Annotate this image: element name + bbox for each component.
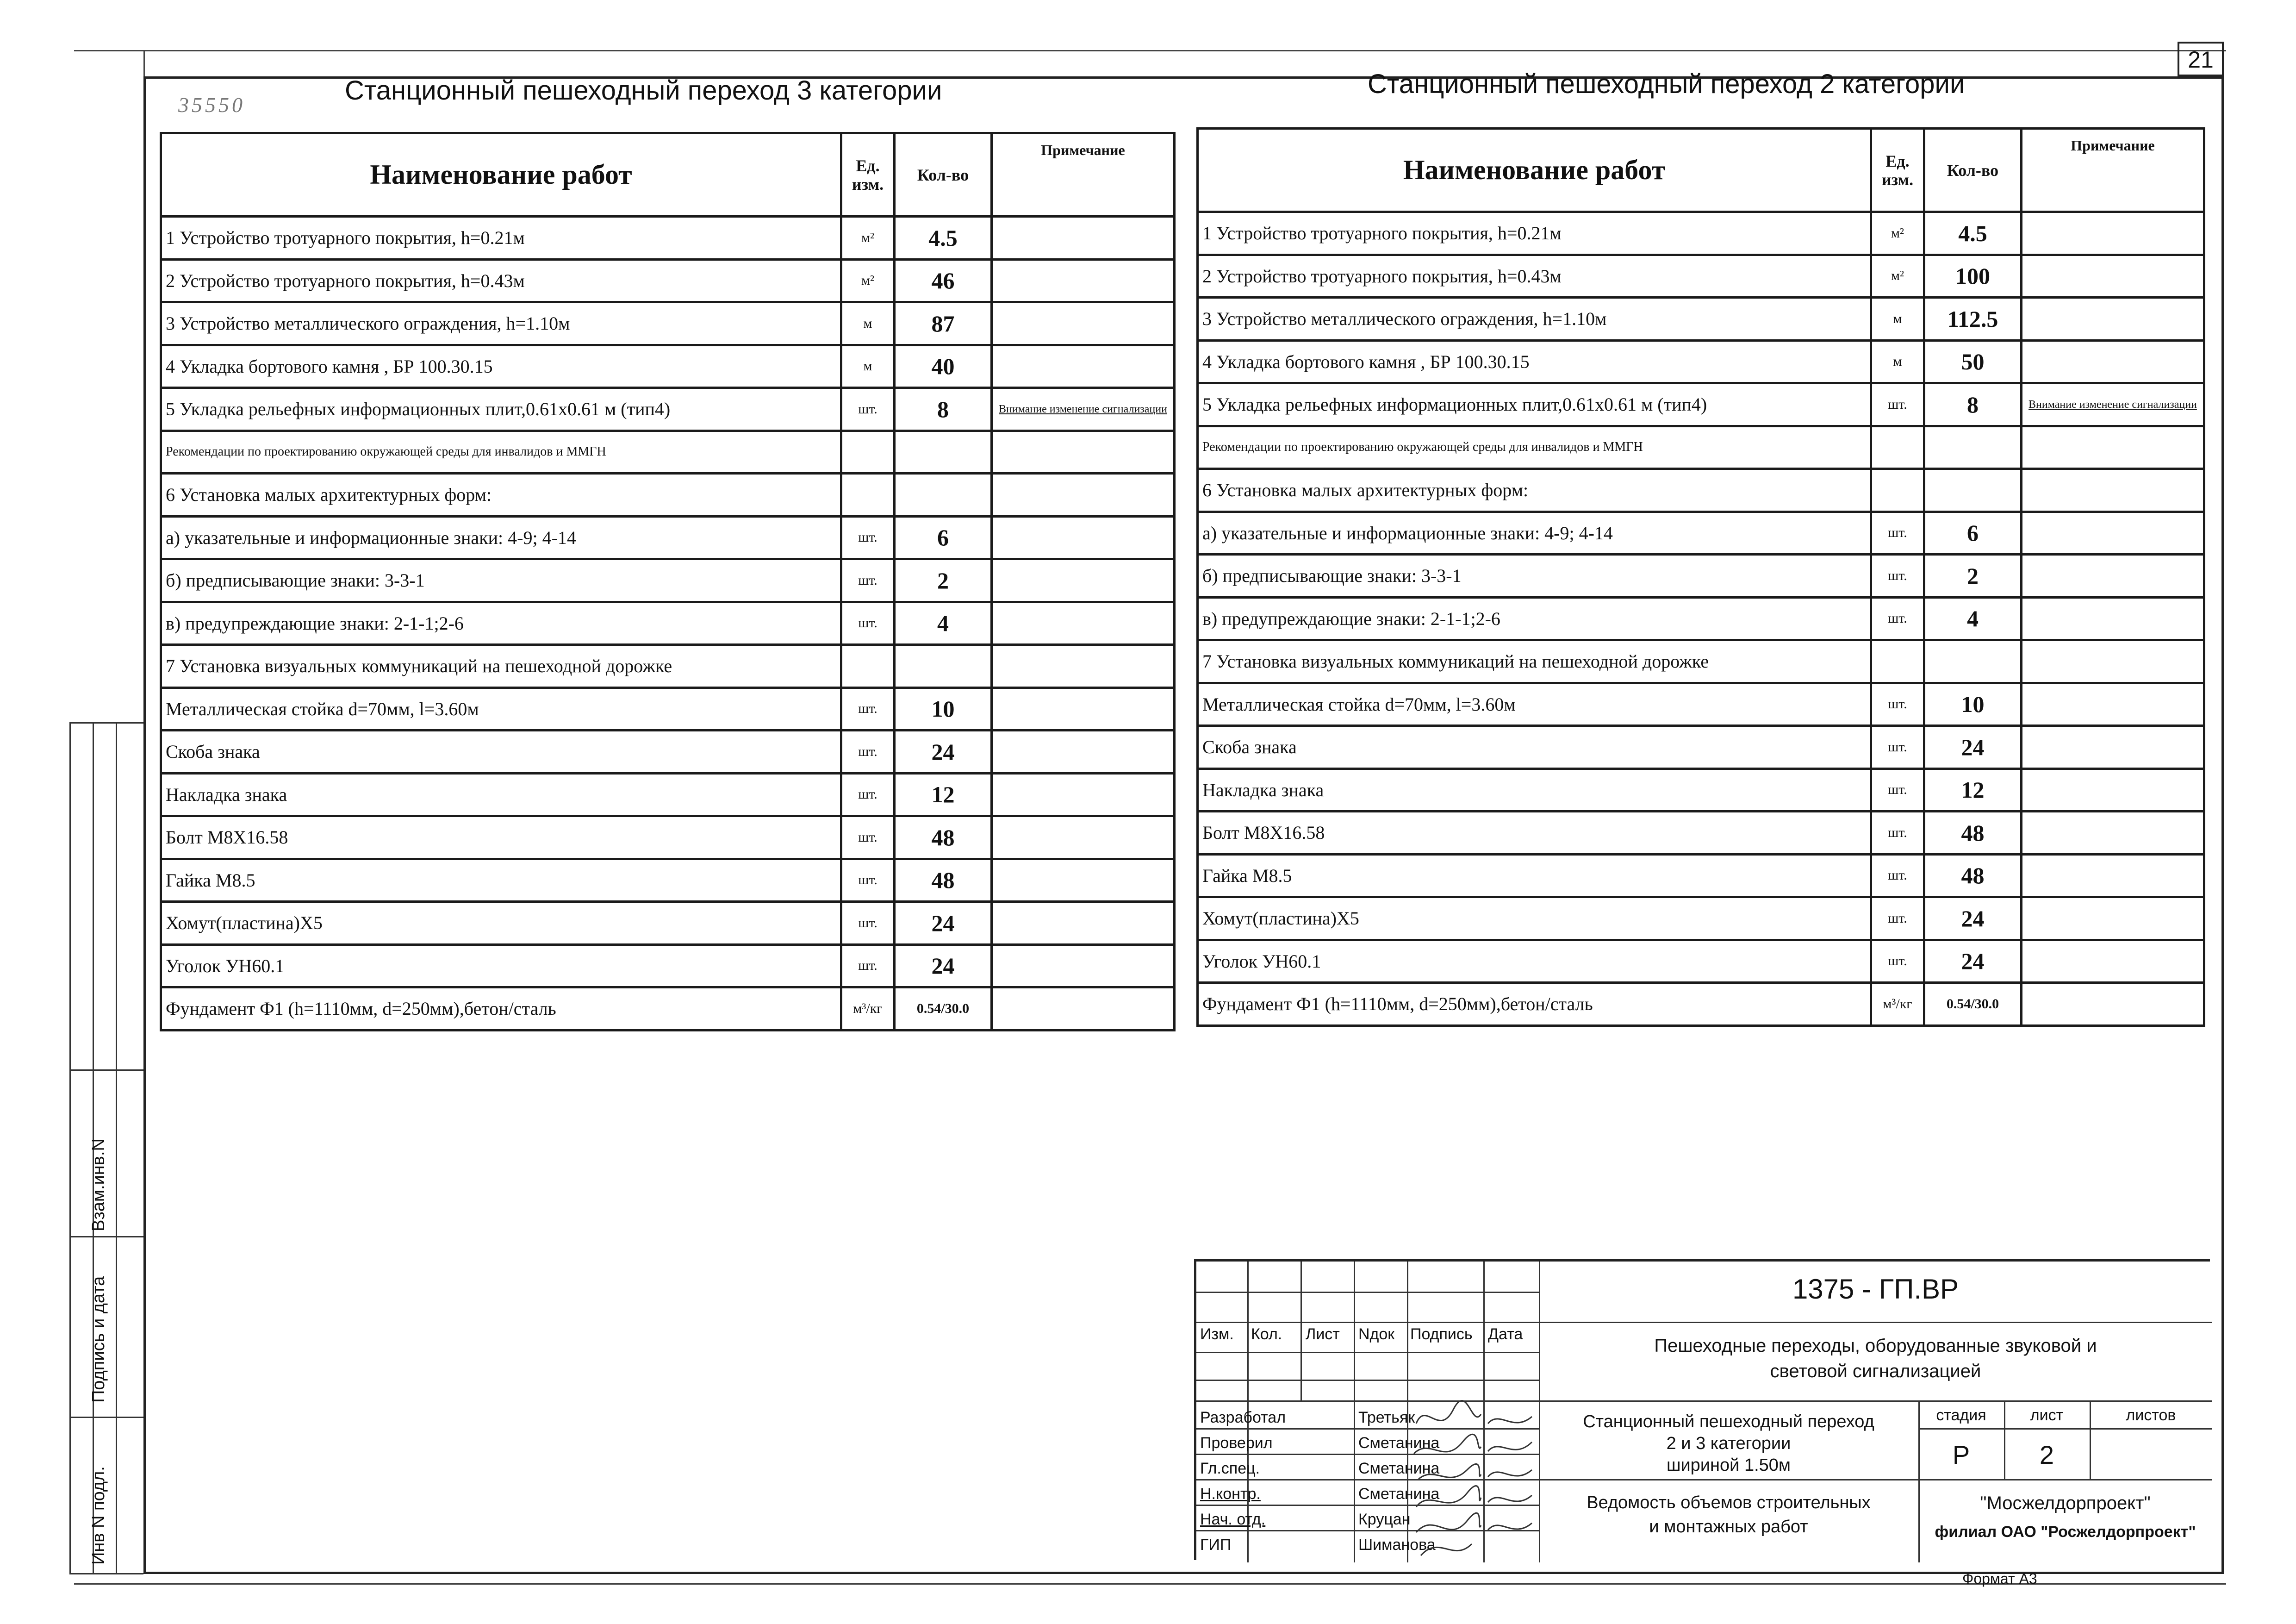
work-name-cell: а) указательные и информационные знаки: 4-9; 4-14 xyxy=(161,516,841,559)
note-cell xyxy=(992,859,1175,902)
role-n-kontr: Н.контр. xyxy=(1200,1485,1261,1503)
col-list: Лист xyxy=(1306,1325,1340,1343)
note-cell xyxy=(992,687,1175,731)
work-name-cell: 5 Укладка рельефных информационных плит,0.61x0.61 м (тип4) xyxy=(1198,383,1871,426)
work-name-cell: 7 Установка визуальных коммуникаций на пешеходной дорожке xyxy=(161,645,841,688)
label-vzam-inv: Взам.инв.N xyxy=(89,1138,108,1231)
work-name-cell: Болт М8Х16.58 xyxy=(161,816,841,859)
header-name: Наименование работ xyxy=(161,133,841,217)
work-name-cell: Скоба знака xyxy=(1198,726,1871,769)
quantity-cell: 10 xyxy=(1924,683,2022,726)
unit-cell: шт. xyxy=(1871,768,1924,812)
col-kol: Кол. xyxy=(1251,1325,1282,1343)
note-cell xyxy=(2022,597,2204,640)
table-row xyxy=(1198,555,2204,598)
role-razrabotal: Разработал xyxy=(1200,1409,1286,1426)
quantity-cell: 24 xyxy=(1924,726,2022,769)
work-name-cell: 4 Укладка бортового камня , БР 100.30.15 xyxy=(1198,340,1871,383)
unit-cell: шт. xyxy=(841,859,895,902)
note-cell xyxy=(992,816,1175,859)
table-row xyxy=(1198,512,2204,555)
note-cell xyxy=(2022,940,2204,983)
unit-cell: шт. xyxy=(841,516,895,559)
quantity-cell: 10 xyxy=(895,687,992,731)
unit-cell: м³/кг xyxy=(1871,983,1924,1026)
table-row xyxy=(161,431,1175,474)
unit-cell: шт. xyxy=(841,388,895,431)
quantity-cell: 2 xyxy=(1924,555,2022,598)
work-name-cell: 6 Установка малых архитектурных форм: xyxy=(1198,469,1871,512)
note-cell xyxy=(992,302,1175,345)
lists-label: листов xyxy=(2126,1406,2176,1424)
title-block xyxy=(1194,1259,2210,1560)
note-cell xyxy=(2022,983,2204,1026)
role-gl-spec: Гл.спец. xyxy=(1200,1460,1260,1477)
work-name-cell: Рекомендации по проектированию окружающей среды для инвалидов и ММГН xyxy=(1198,426,1871,469)
format-label: Формат А3 xyxy=(1962,1570,2037,1587)
unit-cell: шт. xyxy=(1871,940,1924,983)
table-row xyxy=(161,388,1175,431)
unit-cell: м xyxy=(1871,298,1924,341)
work-name-cell: 3 Устройство металлического ограждения, h=1.10м xyxy=(161,302,841,345)
work-name-cell: Уголок УН60.1 xyxy=(161,944,841,987)
table-row xyxy=(161,559,1175,602)
note-cell xyxy=(992,602,1175,645)
quantity-cell: 4 xyxy=(1924,597,2022,640)
unit-cell: шт. xyxy=(841,773,895,816)
left-section-title: Станционный пешеходный переход 3 категории xyxy=(345,75,942,106)
name-n-kontr: Сметанина xyxy=(1358,1485,1440,1503)
table-row xyxy=(161,302,1175,345)
sheet-top-border xyxy=(74,50,2226,51)
note-cell xyxy=(2022,340,2204,383)
quantity-cell: 24 xyxy=(895,902,992,945)
table-row xyxy=(1198,940,2204,983)
note-cell xyxy=(992,431,1175,474)
note-cell xyxy=(992,902,1175,945)
unit-cell xyxy=(1871,469,1924,512)
unit-cell: шт. xyxy=(841,687,895,731)
note-cell xyxy=(2022,683,2204,726)
unit-cell: шт. xyxy=(841,816,895,859)
table-row xyxy=(1198,597,2204,640)
work-name-cell: в) предупреждающие знаки: 2-1-1;2-6 xyxy=(1198,597,1871,640)
unit-cell: м xyxy=(841,345,895,388)
unit-cell: м³/кг xyxy=(841,987,895,1031)
unit-cell xyxy=(1871,640,1924,683)
quantity-cell: 8 xyxy=(895,388,992,431)
note-cell xyxy=(992,345,1175,388)
drawing-name-line1: Станционный пешеходный переход xyxy=(1583,1412,1874,1431)
work-name-cell: Металлическая стойка d=70мм, l=3.60м xyxy=(161,687,841,731)
unit-cell: м² xyxy=(1871,212,1924,255)
name-nach-otd: Круцан xyxy=(1358,1511,1411,1528)
unit-cell: м² xyxy=(841,259,895,302)
role-proveril: Проверил xyxy=(1200,1434,1273,1452)
unit-cell: шт. xyxy=(1871,812,1924,855)
unit-cell xyxy=(1871,426,1924,469)
work-name-cell: Хомут(пластина)Х5 xyxy=(1198,897,1871,940)
note-cell xyxy=(992,388,1175,431)
work-name-cell: Гайка М8.5 xyxy=(1198,854,1871,897)
quantity-cell: 24 xyxy=(1924,940,2022,983)
note-cell xyxy=(2022,854,2204,897)
table-row xyxy=(161,859,1175,902)
sheet-bottom-border xyxy=(74,1583,2226,1585)
header-unit: Ед. изм. xyxy=(841,133,895,217)
list-label: лист xyxy=(2030,1406,2064,1424)
work-name-cell: 3 Устройство металлического ограждения, h=1.10м xyxy=(1198,298,1871,341)
col-izm: Изм. xyxy=(1200,1325,1234,1343)
quantity-cell: 12 xyxy=(895,773,992,816)
label-inv-podl: Инв N подл. xyxy=(89,1466,108,1565)
table-row xyxy=(161,516,1175,559)
note-cell xyxy=(2022,298,2204,341)
unit-cell: м² xyxy=(841,217,895,260)
quantity-cell: 8 xyxy=(1924,383,2022,426)
work-name-cell: 2 Устройство тротуарного покрытия, h=0.43м xyxy=(161,259,841,302)
work-name-cell: Хомут(пластина)Х5 xyxy=(161,902,841,945)
quantity-cell xyxy=(895,431,992,474)
table-row xyxy=(1198,983,2204,1026)
drawing-name-line2: 2 и 3 категории xyxy=(1666,1434,1791,1453)
unit-cell: шт. xyxy=(1871,854,1924,897)
quantity-cell: 24 xyxy=(1924,897,2022,940)
right-table-body xyxy=(1198,212,2204,1026)
table-row xyxy=(1198,897,2204,940)
work-name-cell: 7 Установка визуальных коммуникаций на пешеходной дорожке xyxy=(1198,640,1871,683)
note-cell xyxy=(2022,469,2204,512)
name-proveril: Сметанина xyxy=(1358,1434,1440,1452)
unit-cell: шт. xyxy=(1871,683,1924,726)
quantity-cell: 48 xyxy=(1924,812,2022,855)
quantity-cell: 4.5 xyxy=(895,217,992,260)
quantity-cell: 112.5 xyxy=(1924,298,2022,341)
role-nach-otd: Нач. отд. xyxy=(1200,1511,1266,1528)
note-cell xyxy=(2022,726,2204,769)
note-cell xyxy=(992,559,1175,602)
unit-cell: шт. xyxy=(1871,383,1924,426)
work-name-cell: а) указательные и информационные знаки: 4-9; 4-14 xyxy=(1198,512,1871,555)
unit-cell: шт. xyxy=(841,602,895,645)
stage-label: стадия xyxy=(1936,1406,1986,1424)
quantity-cell: 46 xyxy=(895,259,992,302)
col-ndok: Nдок xyxy=(1358,1325,1395,1343)
unit-cell: шт. xyxy=(1871,897,1924,940)
quantity-cell: 6 xyxy=(1924,512,2022,555)
quantity-cell: 24 xyxy=(895,731,992,774)
quantity-cell xyxy=(895,645,992,688)
unit-cell: шт. xyxy=(841,731,895,774)
table-row xyxy=(161,259,1175,302)
note-cell xyxy=(992,516,1175,559)
note-cell xyxy=(992,944,1175,987)
quantity-cell: 87 xyxy=(895,302,992,345)
quantity-cell xyxy=(1924,426,2022,469)
col-podpis: Подпись xyxy=(1410,1325,1473,1343)
table-row xyxy=(1198,255,2204,298)
unit-cell: шт. xyxy=(841,902,895,945)
sheet-number-box xyxy=(2178,42,2224,76)
quantity-cell: 50 xyxy=(1924,340,2022,383)
table-row xyxy=(1198,298,2204,341)
name-razrabotal: Третьяк xyxy=(1358,1409,1415,1426)
header-qty: Кол-во xyxy=(1924,129,2022,212)
table-row xyxy=(161,944,1175,987)
note-cell xyxy=(2022,426,2204,469)
work-name-cell: 1 Устройство тротуарного покрытия, h=0.21м xyxy=(1198,212,1871,255)
role-gip: ГИП xyxy=(1200,1536,1232,1554)
sheet-title-line2: и монтажных работ xyxy=(1649,1517,1808,1537)
table-row xyxy=(161,987,1175,1031)
table-row xyxy=(1198,812,2204,855)
quantity-cell: 0.54/30.0 xyxy=(895,987,992,1031)
drawing-code: 1375 - ГП.ВР xyxy=(1792,1274,1959,1305)
unit-cell: м xyxy=(841,302,895,345)
note-cell xyxy=(992,731,1175,774)
work-name-cell: 2 Устройство тротуарного покрытия, h=0.43м xyxy=(1198,255,1871,298)
org-name-line1: "Мосжелдорпроект" xyxy=(1980,1493,2151,1513)
quantity-cell: 48 xyxy=(895,859,992,902)
unit-cell: м xyxy=(1871,340,1924,383)
right-works-table xyxy=(1196,127,2205,1027)
table-row xyxy=(161,602,1175,645)
note-cell xyxy=(2022,812,2204,855)
quantity-cell: 2 xyxy=(895,559,992,602)
note-cell xyxy=(992,474,1175,517)
work-name-cell: Гайка М8.5 xyxy=(161,859,841,902)
work-name-cell: 1 Устройство тротуарного покрытия, h=0.21м xyxy=(161,217,841,260)
note-cell xyxy=(2022,383,2204,426)
table-row xyxy=(161,474,1175,517)
quantity-cell: 100 xyxy=(1924,255,2022,298)
stage-value: Р xyxy=(1952,1440,1970,1469)
table-row xyxy=(1198,683,2204,726)
unit-cell: шт. xyxy=(1871,597,1924,640)
note-text: Внимание изменение сигнализации xyxy=(999,403,1167,415)
header-note: Примечание xyxy=(2022,129,2204,212)
work-name-cell: Накладка знака xyxy=(1198,768,1871,812)
note-cell xyxy=(992,645,1175,688)
unit-cell: шт. xyxy=(841,559,895,602)
work-name-cell: Болт М8Х16.58 xyxy=(1198,812,1871,855)
list-value: 2 xyxy=(2039,1440,2054,1469)
work-name-cell: Рекомендации по проектированию окружающей среды для инвалидов и ММГН xyxy=(161,431,841,474)
table-row xyxy=(161,731,1175,774)
unit-cell xyxy=(841,431,895,474)
table-row xyxy=(1198,340,2204,383)
table-row xyxy=(161,645,1175,688)
quantity-cell xyxy=(1924,640,2022,683)
work-name-cell: Фундамент Ф1 (h=1110мм, d=250мм),бетон/сталь xyxy=(161,987,841,1031)
work-name-cell: б) предписывающие знаки: 3-3-1 xyxy=(161,559,841,602)
unit-cell: м² xyxy=(1871,255,1924,298)
work-name-cell: 4 Укладка бортового камня , БР 100.30.15 xyxy=(161,345,841,388)
table-row xyxy=(1198,768,2204,812)
work-name-cell: в) предупреждающие знаки: 2-1-1;2-6 xyxy=(161,602,841,645)
col-data: Дата xyxy=(1488,1325,1523,1343)
unit-cell: шт. xyxy=(1871,726,1924,769)
note-cell xyxy=(2022,897,2204,940)
work-name-cell: Уголок УН60.1 xyxy=(1198,940,1871,983)
right-section-title: Станционный пешеходный переход 2 категории xyxy=(1368,69,1965,99)
quantity-cell: 24 xyxy=(895,944,992,987)
table-row xyxy=(1198,212,2204,255)
note-cell xyxy=(992,217,1175,260)
note-cell xyxy=(2022,768,2204,812)
header-qty: Кол-во xyxy=(895,133,992,217)
project-name-line1: Пешеходные переходы, оборудованные звуковой и xyxy=(1654,1336,2097,1356)
project-name-line2: световой сигнализацией xyxy=(1770,1361,1981,1381)
quantity-cell: 12 xyxy=(1924,768,2022,812)
table-row xyxy=(1198,383,2204,426)
left-works-table xyxy=(160,132,1176,1031)
table-row xyxy=(1198,426,2204,469)
sheet-left-tick xyxy=(143,50,145,78)
label-podpis-data: Подпись и дата xyxy=(89,1276,108,1403)
note-cell xyxy=(2022,255,2204,298)
quantity-cell: 6 xyxy=(895,516,992,559)
table-row xyxy=(1198,854,2204,897)
table-row xyxy=(1198,640,2204,683)
table-row xyxy=(161,773,1175,816)
work-name-cell: Фундамент Ф1 (h=1110мм, d=250мм),бетон/сталь xyxy=(1198,983,1871,1026)
note-cell xyxy=(2022,212,2204,255)
quantity-cell: 40 xyxy=(895,345,992,388)
header-name: Наименование работ xyxy=(1198,129,1871,212)
table-row xyxy=(161,687,1175,731)
work-name-cell: 5 Укладка рельефных информационных плит,0.61x0.61 м (тип4) xyxy=(161,388,841,431)
drawing-name-line3: шириной 1.50м xyxy=(1666,1455,1791,1475)
quantity-cell: 0.54/30.0 xyxy=(1924,983,2022,1026)
table-row xyxy=(1198,726,2204,769)
table-row xyxy=(161,345,1175,388)
header-unit: Ед. изм. xyxy=(1871,129,1924,212)
unit-cell: шт. xyxy=(1871,512,1924,555)
table-row xyxy=(1198,469,2204,512)
work-name-cell: б) предписывающие знаки: 3-3-1 xyxy=(1198,555,1871,598)
work-name-cell: Скоба знака xyxy=(161,731,841,774)
quantity-cell: 4.5 xyxy=(1924,212,2022,255)
quantity-cell xyxy=(895,474,992,517)
name-gip: Шиманова xyxy=(1358,1536,1436,1554)
note-text: Внимание изменение сигнализации xyxy=(2028,398,2197,411)
left-table-body xyxy=(161,217,1175,1031)
unit-cell xyxy=(841,645,895,688)
note-cell xyxy=(2022,555,2204,598)
table-row xyxy=(161,902,1175,945)
unit-cell: шт. xyxy=(1871,555,1924,598)
side-stamp xyxy=(69,722,143,1574)
quantity-cell xyxy=(1924,469,2022,512)
note-cell xyxy=(2022,512,2204,555)
header-note: Примечание xyxy=(992,133,1175,217)
work-name-cell: Накладка знака xyxy=(161,773,841,816)
quantity-cell: 48 xyxy=(895,816,992,859)
note-cell xyxy=(992,987,1175,1031)
signatures-scribble xyxy=(1407,1373,1541,1562)
unit-cell: шт. xyxy=(841,944,895,987)
quantity-cell: 4 xyxy=(895,602,992,645)
unit-cell xyxy=(841,474,895,517)
org-name-line2: филиал ОАО "Росжелдорпроект" xyxy=(1935,1523,2196,1541)
note-cell xyxy=(2022,640,2204,683)
sheet-title-line1: Ведомость объемов строительных xyxy=(1587,1493,1871,1512)
table-row xyxy=(161,816,1175,859)
work-name-cell: Металлическая стойка d=70мм, l=3.60м xyxy=(1198,683,1871,726)
work-name-cell: 6 Установка малых архитектурных форм: xyxy=(161,474,841,517)
sheet-number: 21 xyxy=(2188,47,2214,73)
name-gl-spec: Сметанина xyxy=(1358,1460,1440,1477)
handwritten-number: 35550 xyxy=(178,93,245,117)
quantity-cell: 48 xyxy=(1924,854,2022,897)
table-row xyxy=(161,217,1175,260)
note-cell xyxy=(992,773,1175,816)
note-cell xyxy=(992,259,1175,302)
